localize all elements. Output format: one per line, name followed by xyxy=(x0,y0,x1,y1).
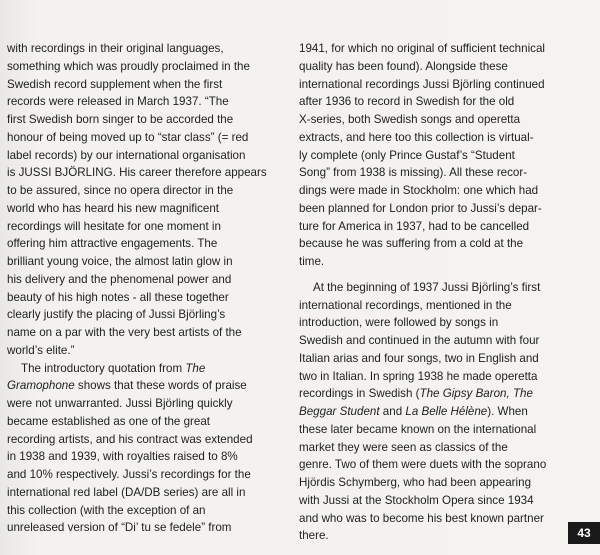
page-number: 43 xyxy=(568,522,600,544)
text-line: something which was proudly proclaimed in the xyxy=(7,59,250,73)
text-line: two in Italian. In spring 1938 he made operetta xyxy=(299,369,538,383)
text-line: this collection (with the exception of an xyxy=(7,503,206,517)
text-line: honour of being moved up to “star class” (= red xyxy=(7,130,249,144)
text-line: because he was suffering from a cold at the xyxy=(299,237,524,251)
text-line: clearly justify the placing of Jussi Björling’s xyxy=(7,308,226,322)
text-line: international recordings Jussi Björling continued xyxy=(299,77,545,91)
text-line: beauty of his high notes - all these together xyxy=(7,290,229,304)
text-run: and xyxy=(379,405,406,418)
text-line: Hjördis Schymberg, who had been appearing xyxy=(299,476,532,489)
text-line: international recordings, mentioned in the xyxy=(299,298,512,312)
text-line: his delivery and the phenomenal power and xyxy=(7,272,232,286)
text-line: these later became known on the international xyxy=(299,422,537,436)
text-line: international red label (DA/DB series) are all in xyxy=(7,485,246,499)
text-line: there. xyxy=(299,529,329,543)
text-line: first Swedish born singer to be accorded the xyxy=(7,113,234,126)
italic-title: Beggar Student xyxy=(299,405,380,418)
text-line: records were released in March 1937. “The xyxy=(7,95,229,109)
text-run: The introductory quotation from xyxy=(21,361,186,375)
italic-title: The xyxy=(185,361,206,375)
text-run: At the beginning of 1937 Jussi Björling’s first xyxy=(313,280,541,294)
text-line: were not unwarranted. Jussi Björling quickly xyxy=(7,397,233,410)
text-line xyxy=(299,279,581,297)
italic-title: La Belle Hélène xyxy=(405,405,488,418)
text-line xyxy=(299,403,581,421)
text-line: market they were seen as classics of the xyxy=(299,440,508,454)
text-line: brilliant young voice, the almost latin glow in xyxy=(7,255,233,268)
text-line: Italian arias and four songs, two in English and xyxy=(299,351,539,365)
italic-title: The Gipsy Baron, The xyxy=(419,387,533,401)
text-line: in 1938 and 1939, with royalties raised to 8% xyxy=(7,450,238,464)
text-line xyxy=(7,360,282,378)
text-line: Song” from 1938 is missing). All these recor- xyxy=(299,166,528,180)
text-line: ture for America in 1937, had to be cancelled xyxy=(299,219,530,233)
text-line: quality has been found). Alongside these xyxy=(299,59,508,73)
left-column xyxy=(7,40,282,537)
text-line: offering him attractive engagements. The xyxy=(7,237,218,251)
text-line: X-series, both Swedish songs and operetta xyxy=(299,113,521,126)
text-line: ly complete (only Prince Gustaf’s “Student xyxy=(299,148,515,162)
text-line: unreleased version of “Di’ tu se fedele” from xyxy=(7,521,232,535)
text-line: recording artists, and his contract was extended xyxy=(7,432,253,446)
text-line: genre. Two of them were duets with the soprano xyxy=(299,458,547,472)
text-line: is JUSSI BJÖRLING. His career therefore appears xyxy=(7,166,267,180)
text-line: to be assured, since no opera director in the xyxy=(7,184,234,197)
text-line: world’s elite.” xyxy=(7,343,75,357)
text-run: shows that these words of praise xyxy=(74,379,247,393)
text-line: 1941, for which no original of sufficient technical xyxy=(299,42,545,55)
text-line: with Jussi at the Stockholm Opera since 1934 xyxy=(299,493,534,507)
paragraph-gap xyxy=(299,271,581,279)
text-line: became established as one of the great xyxy=(7,414,211,428)
text-run: recordings in Swedish ( xyxy=(299,387,420,401)
text-line: Swedish record supplement when the first xyxy=(7,77,223,91)
text-run: ). When xyxy=(487,405,528,418)
text-line: and who was to become his best known partner xyxy=(299,511,544,525)
text-line: and 10% respectively. Jussi’s recordings for the xyxy=(7,468,251,481)
text-line: after 1936 to record in Swedish for the old xyxy=(299,95,515,109)
text-line: extracts, and here too this collection is virtual- xyxy=(299,130,534,144)
text-line: been planned for London prior to Jussi’s depar- xyxy=(299,201,542,215)
text-line: time. xyxy=(299,255,325,268)
text-line: with recordings in their original languages, xyxy=(7,42,224,55)
text-line: Swedish and continued in the autumn with four xyxy=(299,334,540,347)
right-column xyxy=(299,40,581,545)
italic-title: Gramophone xyxy=(7,379,75,393)
text-line: label records) by our international organisation xyxy=(7,148,246,162)
text-line: recordings will hesitate for one moment in xyxy=(7,219,221,233)
text-line: name on a par with the very best artists of the xyxy=(7,326,242,339)
text-line: dings were made in Stockholm: one which had xyxy=(299,184,539,197)
text-line xyxy=(299,385,581,403)
text-line: introduction, were followed by songs in xyxy=(299,316,499,330)
text-line xyxy=(7,377,282,395)
text-line: world who has heard his new magnificent xyxy=(7,201,220,215)
